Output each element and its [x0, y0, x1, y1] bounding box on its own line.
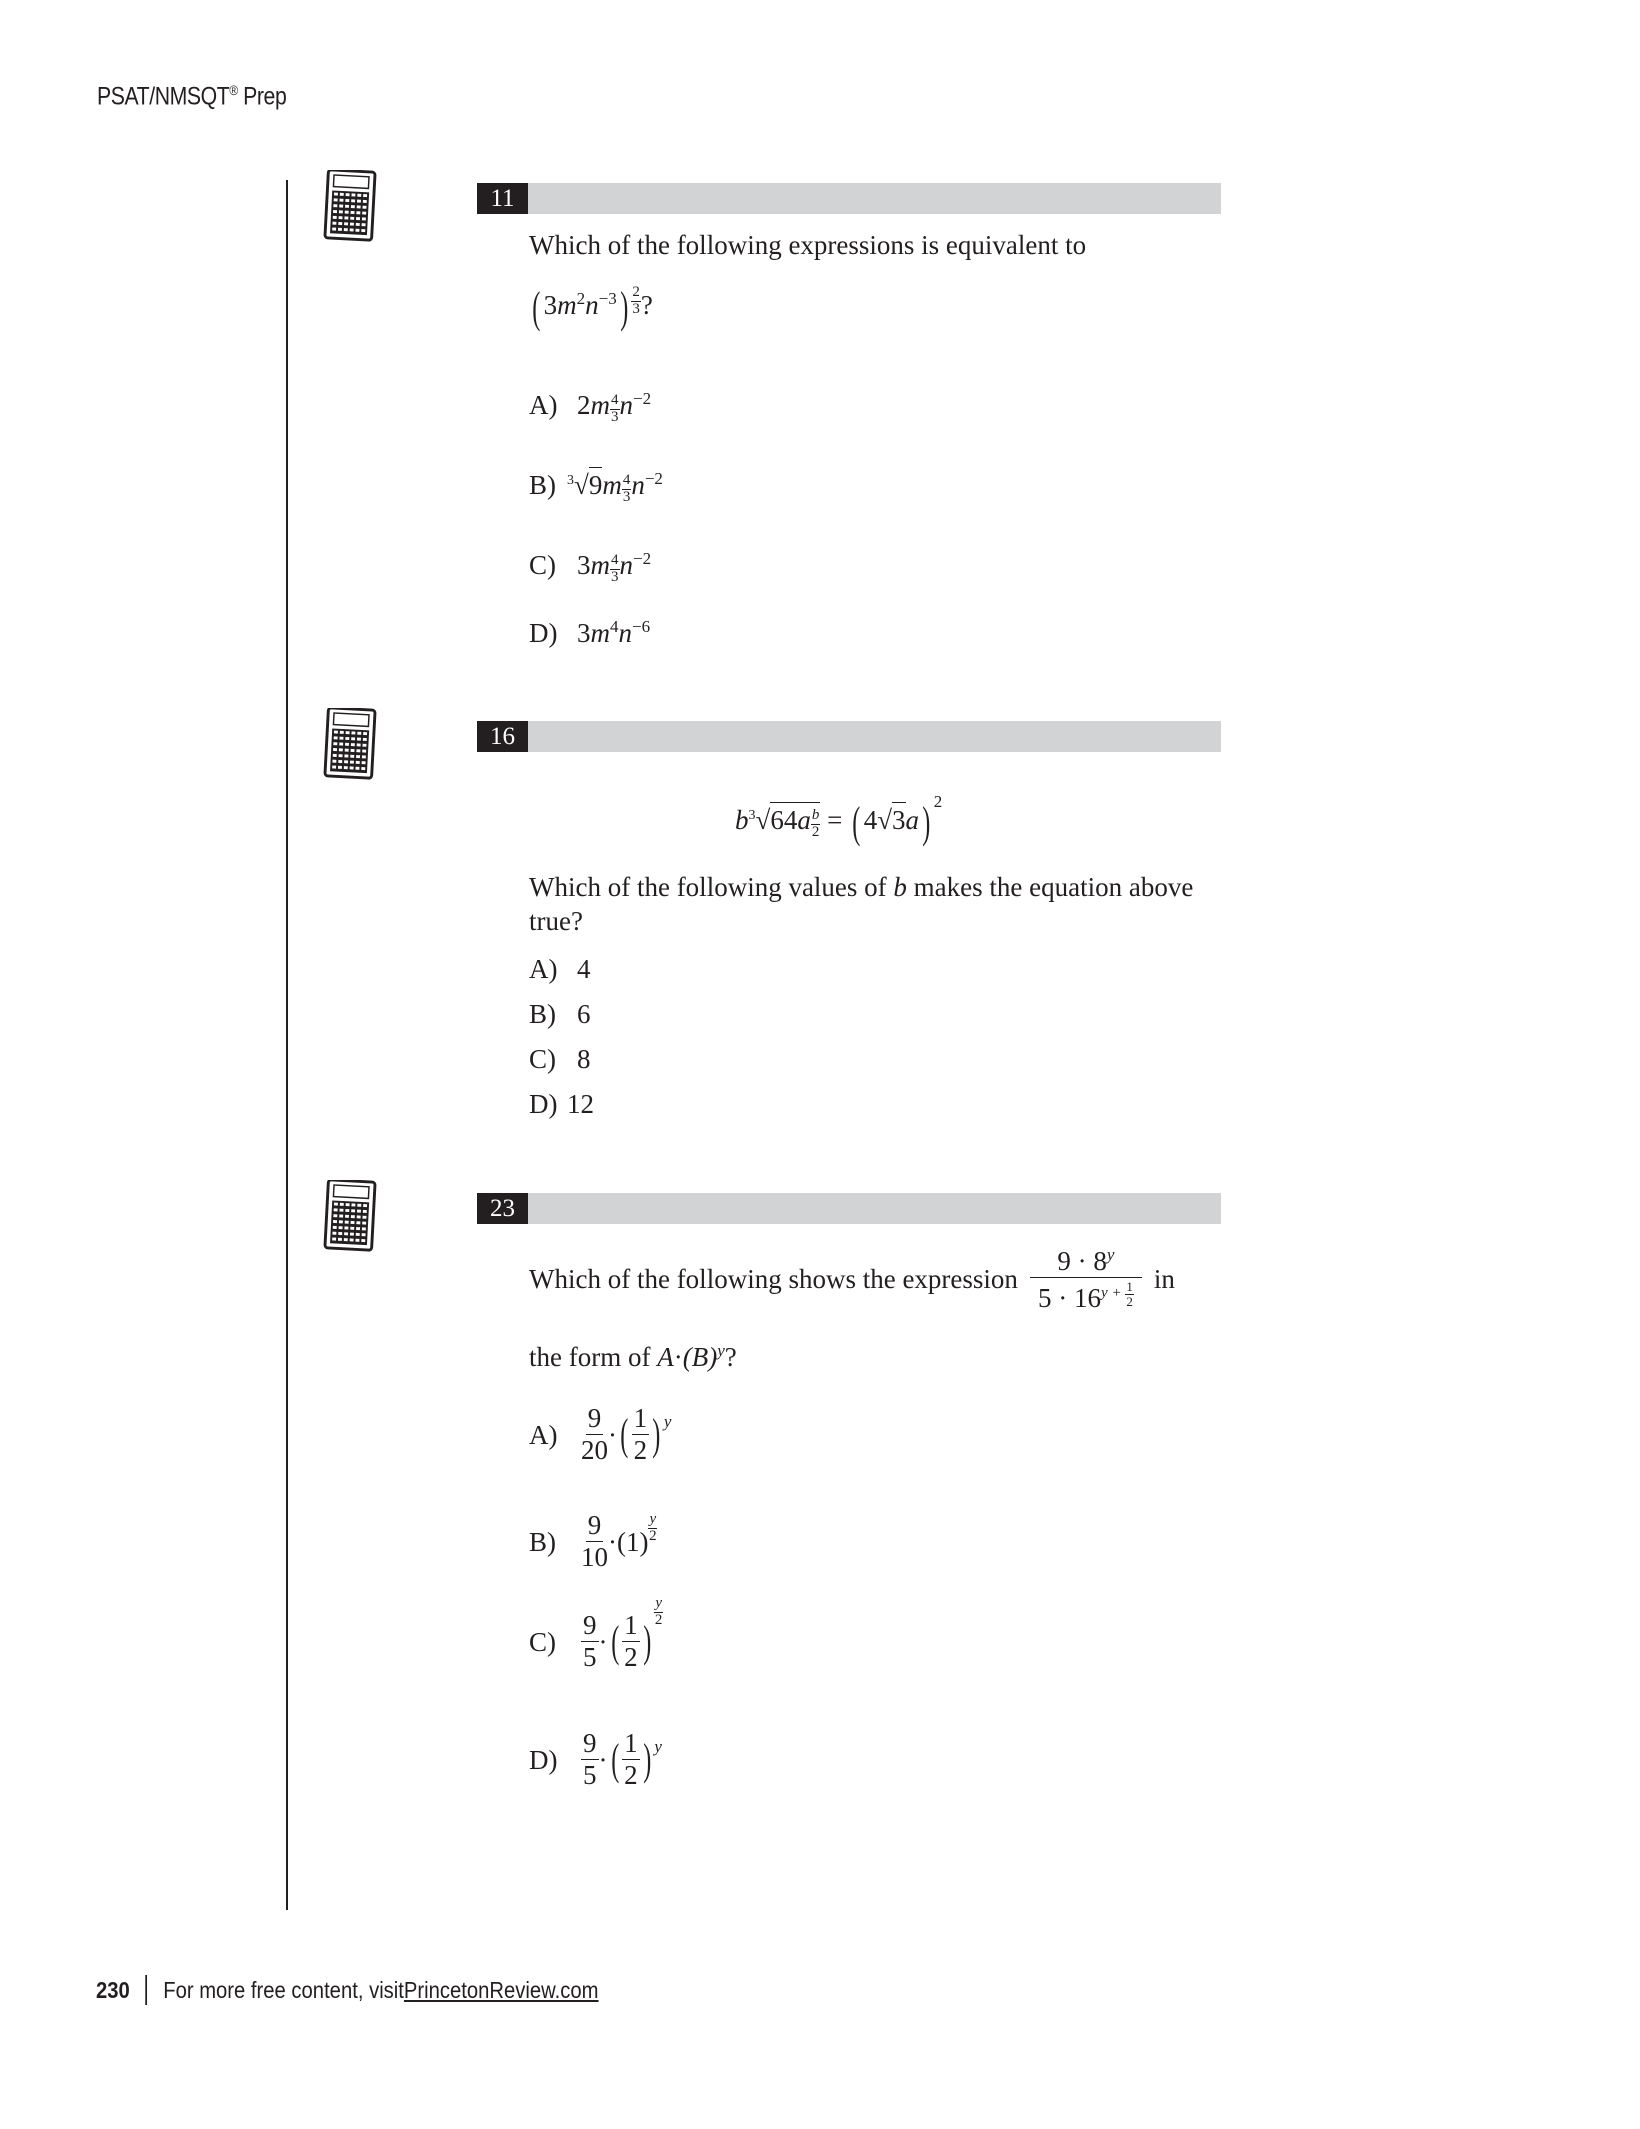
option-c[interactable]: C) 8: [529, 1044, 591, 1074]
question-23-stem: Which of the following shows the expression $9 \cdot 8^y$ $5 \cdot 16^{y + \frac{1}{2}}$ in: [529, 1245, 1175, 1313]
question-16-equation: $b^3√64a$ $\frac{b}{2}$ = ( 4√3a) $^2$: [735, 792, 943, 847]
question-number: 16: [477, 721, 528, 752]
option-c[interactable]: C) 3m $\frac{4}{3}$ $n^{-2}$: [529, 549, 652, 585]
question-16-stem: Which of the following values of b makes the equation above true?: [529, 872, 1194, 936]
page-number: 230: [96, 1976, 130, 2003]
question-23-band: [477, 1193, 1221, 1224]
option-c[interactable]: C) $\frac{9}{5}$ · ( $\frac{1}{2}$ ) y 2: [529, 1595, 663, 1672]
option-a[interactable]: A) 4: [529, 954, 591, 984]
option-d[interactable]: D) 12: [529, 1089, 594, 1119]
option-a[interactable]: A) $\frac{9}{20}$ · ( $\frac{1}{2}$ ) $^y$: [529, 1403, 672, 1465]
calculator-icon: [322, 1180, 378, 1252]
calculator-icon: [322, 170, 378, 242]
princeton-review-link[interactable]: PrincetonReview.com: [403, 1976, 599, 2003]
question-11-band: [477, 183, 1221, 214]
registered-mark: ®: [229, 82, 238, 98]
option-d[interactable]: D) $3m^4n^{-6}$: [529, 617, 651, 648]
question-23-form: the form of $A\cdot(B)^y$?: [529, 1341, 737, 1372]
question-11-expression: ( $3m^2n^{-3}$) $\frac{2}{3}$ ?: [532, 282, 653, 332]
option-b[interactable]: B) $\frac{9}{10}$ · (1) y 2: [529, 1510, 657, 1572]
option-b[interactable]: B) 6: [529, 999, 591, 1029]
question-16-options: [529, 947, 594, 1127]
margin-rule: [286, 180, 288, 1910]
footer-divider: [146, 1975, 148, 2005]
header-suffix: Prep: [237, 82, 287, 111]
question-16-band: [477, 721, 1221, 752]
option-a[interactable]: A) 2m $\frac{4}{3}$ $n^{-2}$: [529, 389, 652, 425]
calculator-icon: [322, 708, 378, 780]
footer-text: For more free content, visit: [163, 1976, 404, 2003]
question-11-stem: Which of the following expressions is equivalent to: [529, 230, 1087, 260]
option-d[interactable]: D) $\frac{9}{5}$ · ( $\frac{1}{2}$ ) $^y$: [529, 1728, 662, 1790]
header-title: PSAT/NMSQT: [97, 82, 230, 111]
option-b[interactable]: B) $^3$√9m $\frac{4}{3}$ $n^{-2}$: [529, 469, 663, 505]
page-footer: [96, 1975, 599, 2005]
question-number: 23: [477, 1193, 528, 1224]
running-header: [97, 82, 286, 111]
question-number: 11: [477, 183, 528, 214]
